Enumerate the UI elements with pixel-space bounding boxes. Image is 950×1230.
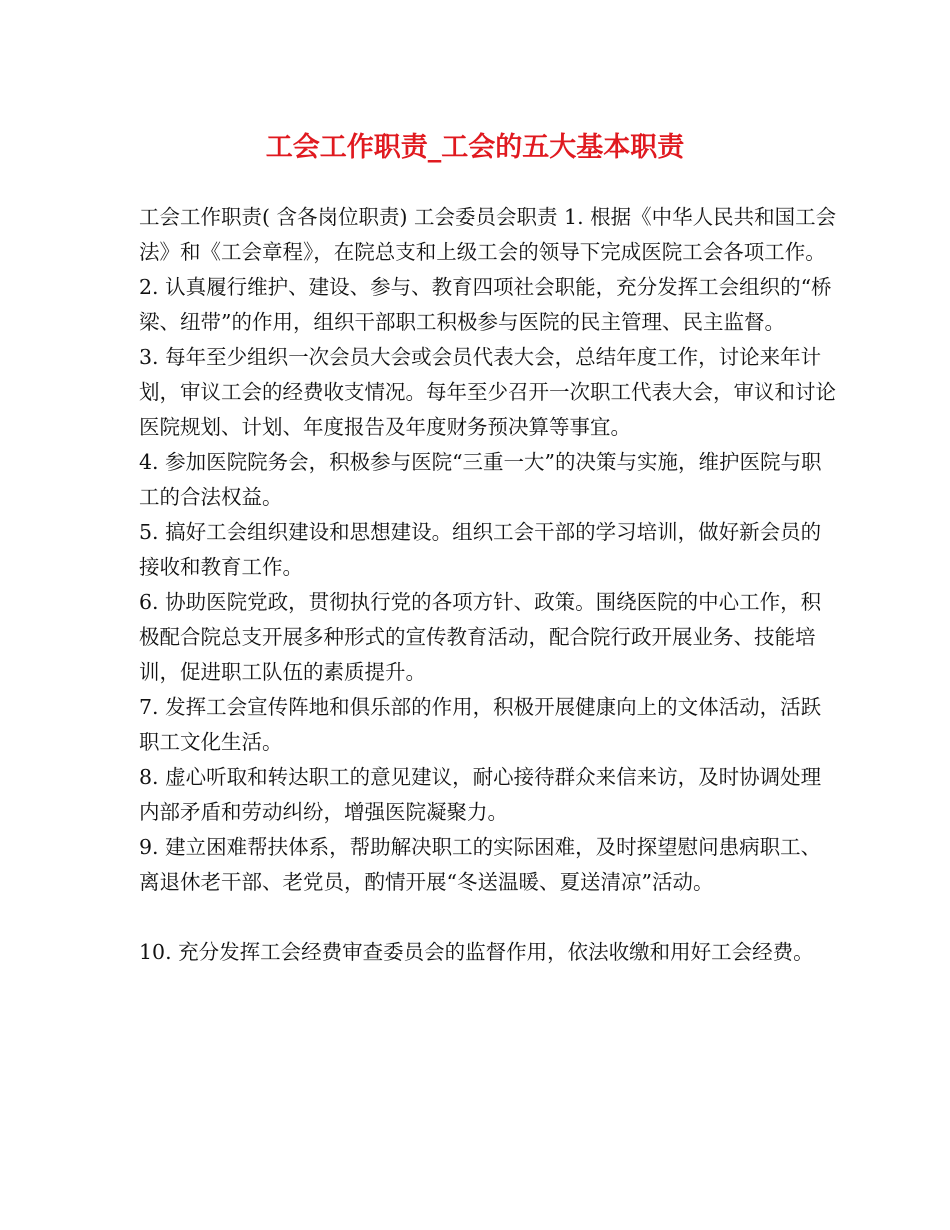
paragraph-item-3: 3. 每年至少组织一次会员大会或会员代表大会，总结年度工作，讨论来年计划，审议工会的经费收支情况。每年至少召开一次职工代表大会，审议和讨论医院规划、计划、年度报告及年度财务预决算等事宜。 <box>139 345 836 439</box>
paragraph-item-4: 4. 参加医院院务会，积极参与医院“三重一大”的决策与实施，维护医院与职工的合法权益。 <box>139 450 822 509</box>
paragraph-item-8: 8. 虚心听取和转达职工的意见建议，耐心接待群众来信来访，及时协调处理内部矛盾和劳动纠纷，增强医院凝聚力。 <box>139 765 822 824</box>
paragraph-item-2: 2. 认真履行维护、建设、参与、教育四项社会职能，充分发挥工会组织的“桥梁、纽带”的作用，组织干部职工积极参与医院的民主管理、民主监督。 <box>139 275 832 334</box>
paragraph-item-7: 7. 发挥工会宣传阵地和俱乐部的作用，积极开展健康向上的文体活动，活跃职工文化生活。 <box>139 695 822 754</box>
document-body <box>139 200 839 970</box>
paragraph-intro: 工会工作职责( 含各岗位职责) 工会委员会职责 1. 根据《中华人民共和国工会法》和《工会章程》，在院总支和上级工会的领导下完成医院工会各项工作。 <box>139 205 837 264</box>
document-title: 工会工作职责_工会的五大基本职责 <box>265 132 685 163</box>
paragraph-item-10: 10. 充分发挥工会经费审查委员会的监督作用，依法收缴和用好工会经费。 <box>139 940 814 964</box>
paragraph-item-9: 9. 建立困难帮扶体系，帮助解决职工的实际困难，及时探望慰问患病职工、离退休老干部、老党员，酌情开展“冬送温暖、夏送清凉”活动。 <box>139 835 822 894</box>
paragraph-item-5: 5. 搞好工会组织建设和思想建设。组织工会干部的学习培训，做好新会员的接收和教育工作。 <box>139 520 822 579</box>
paragraph-item-6: 6. 协助医院党政，贯彻执行党的各项方针、政策。围绕医院的中心工作，积极配合院总支开展多种形式的宣传教育活动，配合院行政开展业务、技能培训，促进职工队伍的素质提升。 <box>139 590 822 684</box>
